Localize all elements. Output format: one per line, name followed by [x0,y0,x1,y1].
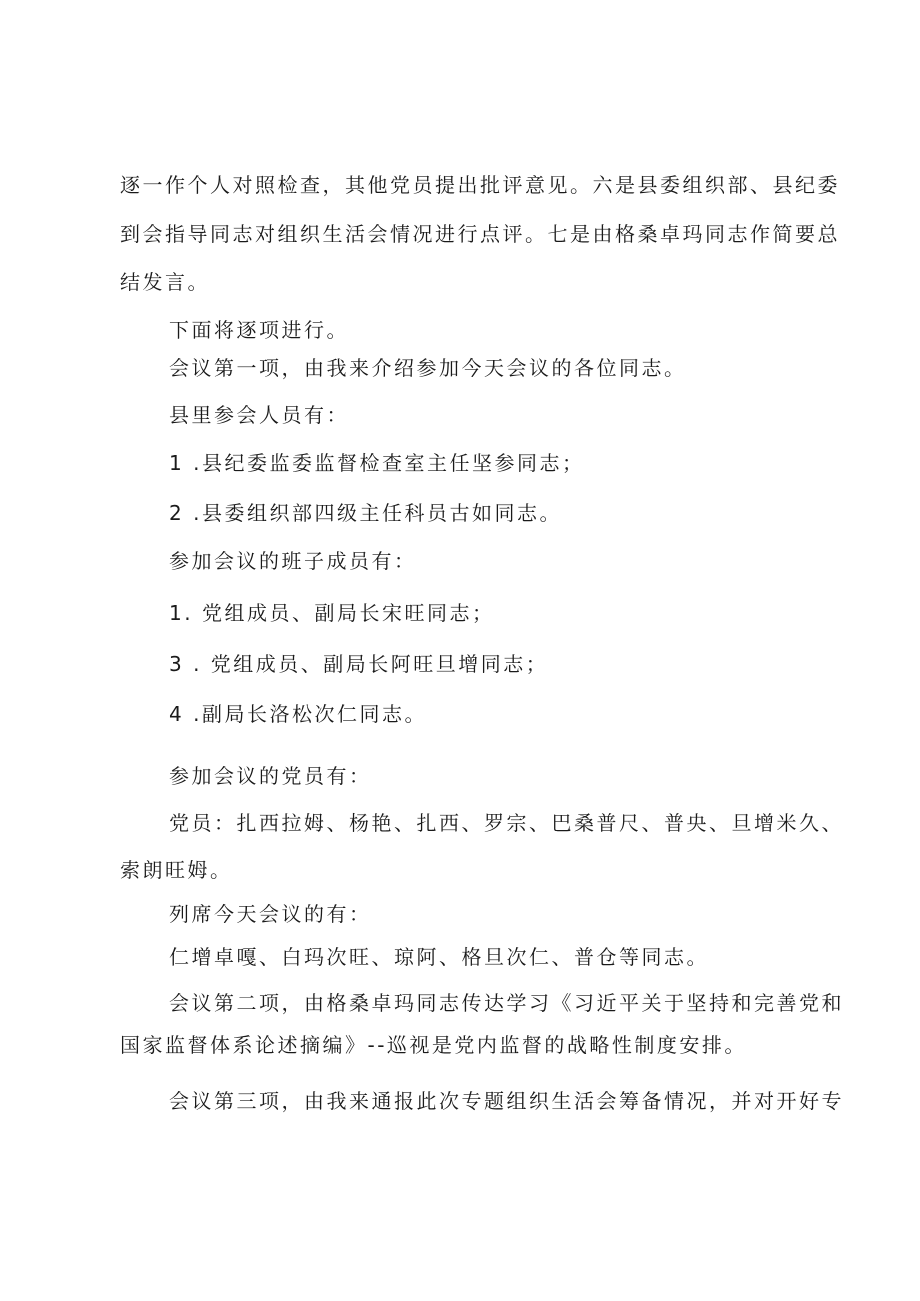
text-line-12: 4 .副局长洛松次仁同志。 [169,702,427,726]
text-line-7: 1 .县纪委监委监督检查室主任坚参同志； [169,451,585,475]
text-line-6: 县里参会人员有： [169,403,349,427]
text-line-20: 会议第三项，由我来通报此次专题组织生活会筹备情况，并对开好专 [169,1089,844,1113]
text-line-9: 参加会议的班子成员有： [169,549,417,573]
text-line-5: 会议第一项，由我来介绍参加今天会议的各位同志。 [169,356,687,380]
text-line-8: 2 .县委组织部四级主任科员古如同志。 [169,501,562,525]
text-line-2: 到会指导同志对组织生活会情况进行点评。七是由格桑卓玛同志作简要总 [120,222,840,246]
text-line-3: 结发言。 [120,270,210,294]
text-line-10: 1. 党组成员、副局长宋旺同志； [169,601,495,625]
text-line-4: 下面将逐项进行。 [169,318,349,342]
text-line-19: 国家监督体系论述摘编》--巡视是党内监督的战略性制度安排。 [120,1033,747,1057]
text-line-15: 索朗旺姆。 [120,858,233,882]
text-line-16: 列席今天会议的有： [169,902,372,926]
text-line-1: 逐一作个人对照检查，其他党员提出批评意见。六是县委组织部、县纪委 [120,173,840,197]
text-line-17: 仁增卓嘎、白玛次旺、琼阿、格旦次仁、普仓等同志。 [169,945,709,969]
text-line-18: 会议第二项，由格桑卓玛同志传达学习《习近平关于坚持和完善党和 [169,991,844,1015]
text-line-14: 党员：扎西拉姆、杨艳、扎西、罗宗、巴桑普尺、普央、旦增米久、 [169,811,844,835]
text-line-13: 参加会议的党员有： [169,764,372,788]
text-line-11: 3 . 党组成员、副局长阿旺旦增同志； [169,652,549,676]
